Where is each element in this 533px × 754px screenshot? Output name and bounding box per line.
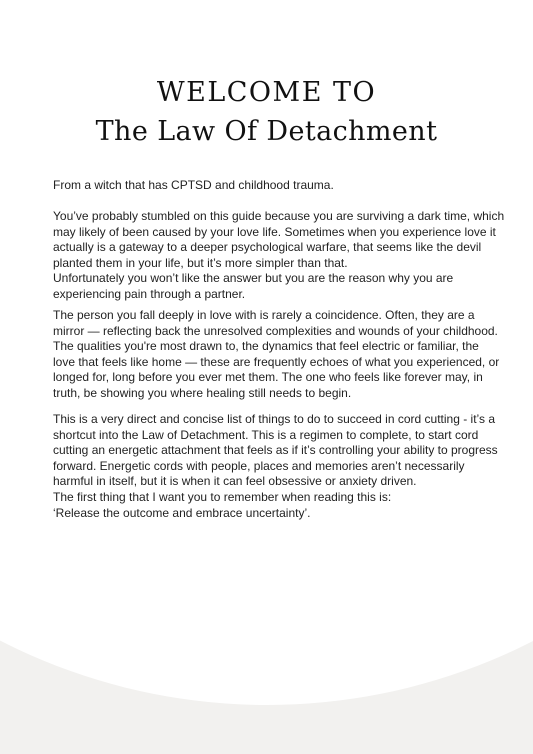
paragraph-mirror [53,308,500,402]
text-line: actually is a gateway to a deeper psychological warfare, that seems like the devil [53,240,482,255]
paragraph-intro [53,178,493,194]
text-line: The first thing that I want you to remember when reading this is: [53,489,392,504]
text-line: You’ve probably stumbled on this guide because you are surviving a dark time, which [53,209,505,223]
text-line: From a witch that has CPTSD and childhood trauma. [53,178,334,192]
paragraph-guide [53,209,505,303]
text-line: harmful in itself, but it is when it can feel obsessive or anxiety driven. [53,474,417,489]
text-line: shortcut into the Law of Detachment. This is a regimen to complete, to start cord [53,427,479,442]
text-line: The person you fall deeply in love with is rarely a coincidence. Often, they are a [53,308,475,322]
paragraph-regimen [53,412,498,521]
text-line: may likely of been caused by your love life. Sometimes when you experience love it [53,224,496,239]
text-line: This is a very direct and concise list of things to do to succeed in cord cutting - it’s a [53,412,495,426]
text-line: mirror — reflecting back the unresolved complexities and wounds of your childhood. [53,323,498,338]
text-line: experiencing pain through a partner. [53,286,246,301]
text-line: ‘Release the outcome and embrace uncertainty’. [53,505,311,520]
text-line: longed for, long before you ever met them. The one who feels like forever may, in [53,370,483,385]
title-welcome: WELCOME TO [156,77,377,108]
text-line: cutting an energetic attachment that feels as if it’s controlling your ability to progress [53,443,498,458]
text-line: The qualities you're most drawn to, the dynamics that feel electric or familiar, the [53,339,479,354]
title-law-of-detachment: The Law Of Detachment [95,116,438,147]
text-line: planted them in your life, but it’s more simpler than that. [53,255,348,270]
text-line: Unfortunately you won’t like the answer but you are the reason why you are [53,271,454,286]
text-line: forward. Energetic cords with people, places and memories aren’t necessarily [53,458,465,473]
text-line: truth, be showing you where healing still needs to begin. [53,385,352,400]
text-line: love that feels like home — these are frequently echoes of what you experienced, or [53,354,500,369]
